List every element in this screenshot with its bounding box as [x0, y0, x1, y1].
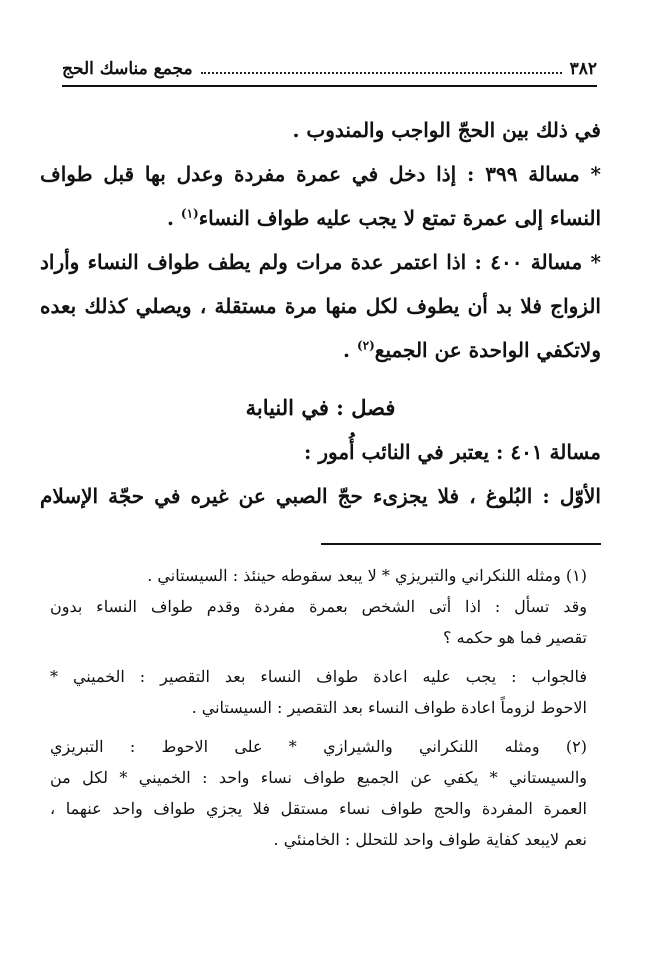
header-dot-leader	[201, 72, 562, 74]
text-line: الأوّل : البُلوغ ، فلا يجزىء حجّ الصبي عن غيره في حجّة الإسلام	[40, 484, 601, 508]
footnotes	[50, 560, 587, 855]
issue-400-line: * مسالة ٤٠٠ : اذا اعتمر عدة مرات ولم يطف طواف النساء وأراد	[40, 250, 601, 274]
footnote-ref-2: (٢)	[356, 338, 375, 353]
page-number: ٣٨٢	[569, 59, 597, 79]
text-line-with-footnote: ولاتكفي الواحدة عن الجميع$^{(٢)}$ .	[343, 338, 601, 362]
footnote-line: العمرة المفردة والحج طواف نساء مستقل فلا يجزي طواف واحد عنهما ،	[50, 799, 587, 818]
footnote-line: وقد تسأل : اذا أتى الشخص بعمرة مفردة وقدم طواف النساء بدون	[50, 597, 587, 616]
footnote-1-line: (١) ومثله اللنكراني والتبريزي * لا يبعد سقوطه حينئذ : السيستاني .	[147, 566, 587, 585]
text-line: الزواج فلا بد أن يطوف لكل منها مرة مستقلة ، ويصلي كذلك بعده	[40, 294, 601, 318]
footnote-ref-1: (١)	[180, 206, 199, 221]
issue-399-line: * مسالة ٣٩٩ : إذا دخل في عمرة مفردة وعدل بها قبل طواف	[40, 162, 601, 186]
footnote-2-line: (٢) ومثله اللنكراني والشيرازي * على الاحوط : التبريزي	[50, 737, 587, 756]
running-header	[62, 56, 597, 82]
footnote-line: والسيستاني * يكفي عن الجميع طواف نساء واحد : الخميني * لكل من	[50, 768, 587, 787]
text-line-with-footnote: النساء إلى عمرة تمتع لا يجب عليه طواف النساء$^{(١)}$ .	[166, 206, 601, 230]
issue-401-line: مسالة ٤٠١ : يعتبر في النائب أُمور :	[303, 440, 601, 464]
header-rule	[62, 85, 597, 87]
footnote-line: الاحوط لزوماً اعادة طواف النساء بعد التقصير : السيستاني .	[191, 698, 587, 717]
footnote-line: نعم لايبعد كفاية طواف واحد للتحلل : الخامنئي .	[273, 830, 587, 849]
text-line: في ذلك بين الحجّ الواجب والمندوب .	[292, 118, 601, 142]
main-text	[40, 108, 601, 518]
book-title: مجمع مناسك الحج	[62, 59, 193, 79]
section-title: فصل : في النيابة	[245, 395, 396, 420]
footnote-line: تقصير فما هو حكمه ؟	[443, 628, 587, 647]
footnote-line: فالجواب : يجب عليه اعادة طواف النساء بعد التقصير : الخميني *	[50, 667, 587, 686]
footnote-rule	[321, 543, 601, 545]
